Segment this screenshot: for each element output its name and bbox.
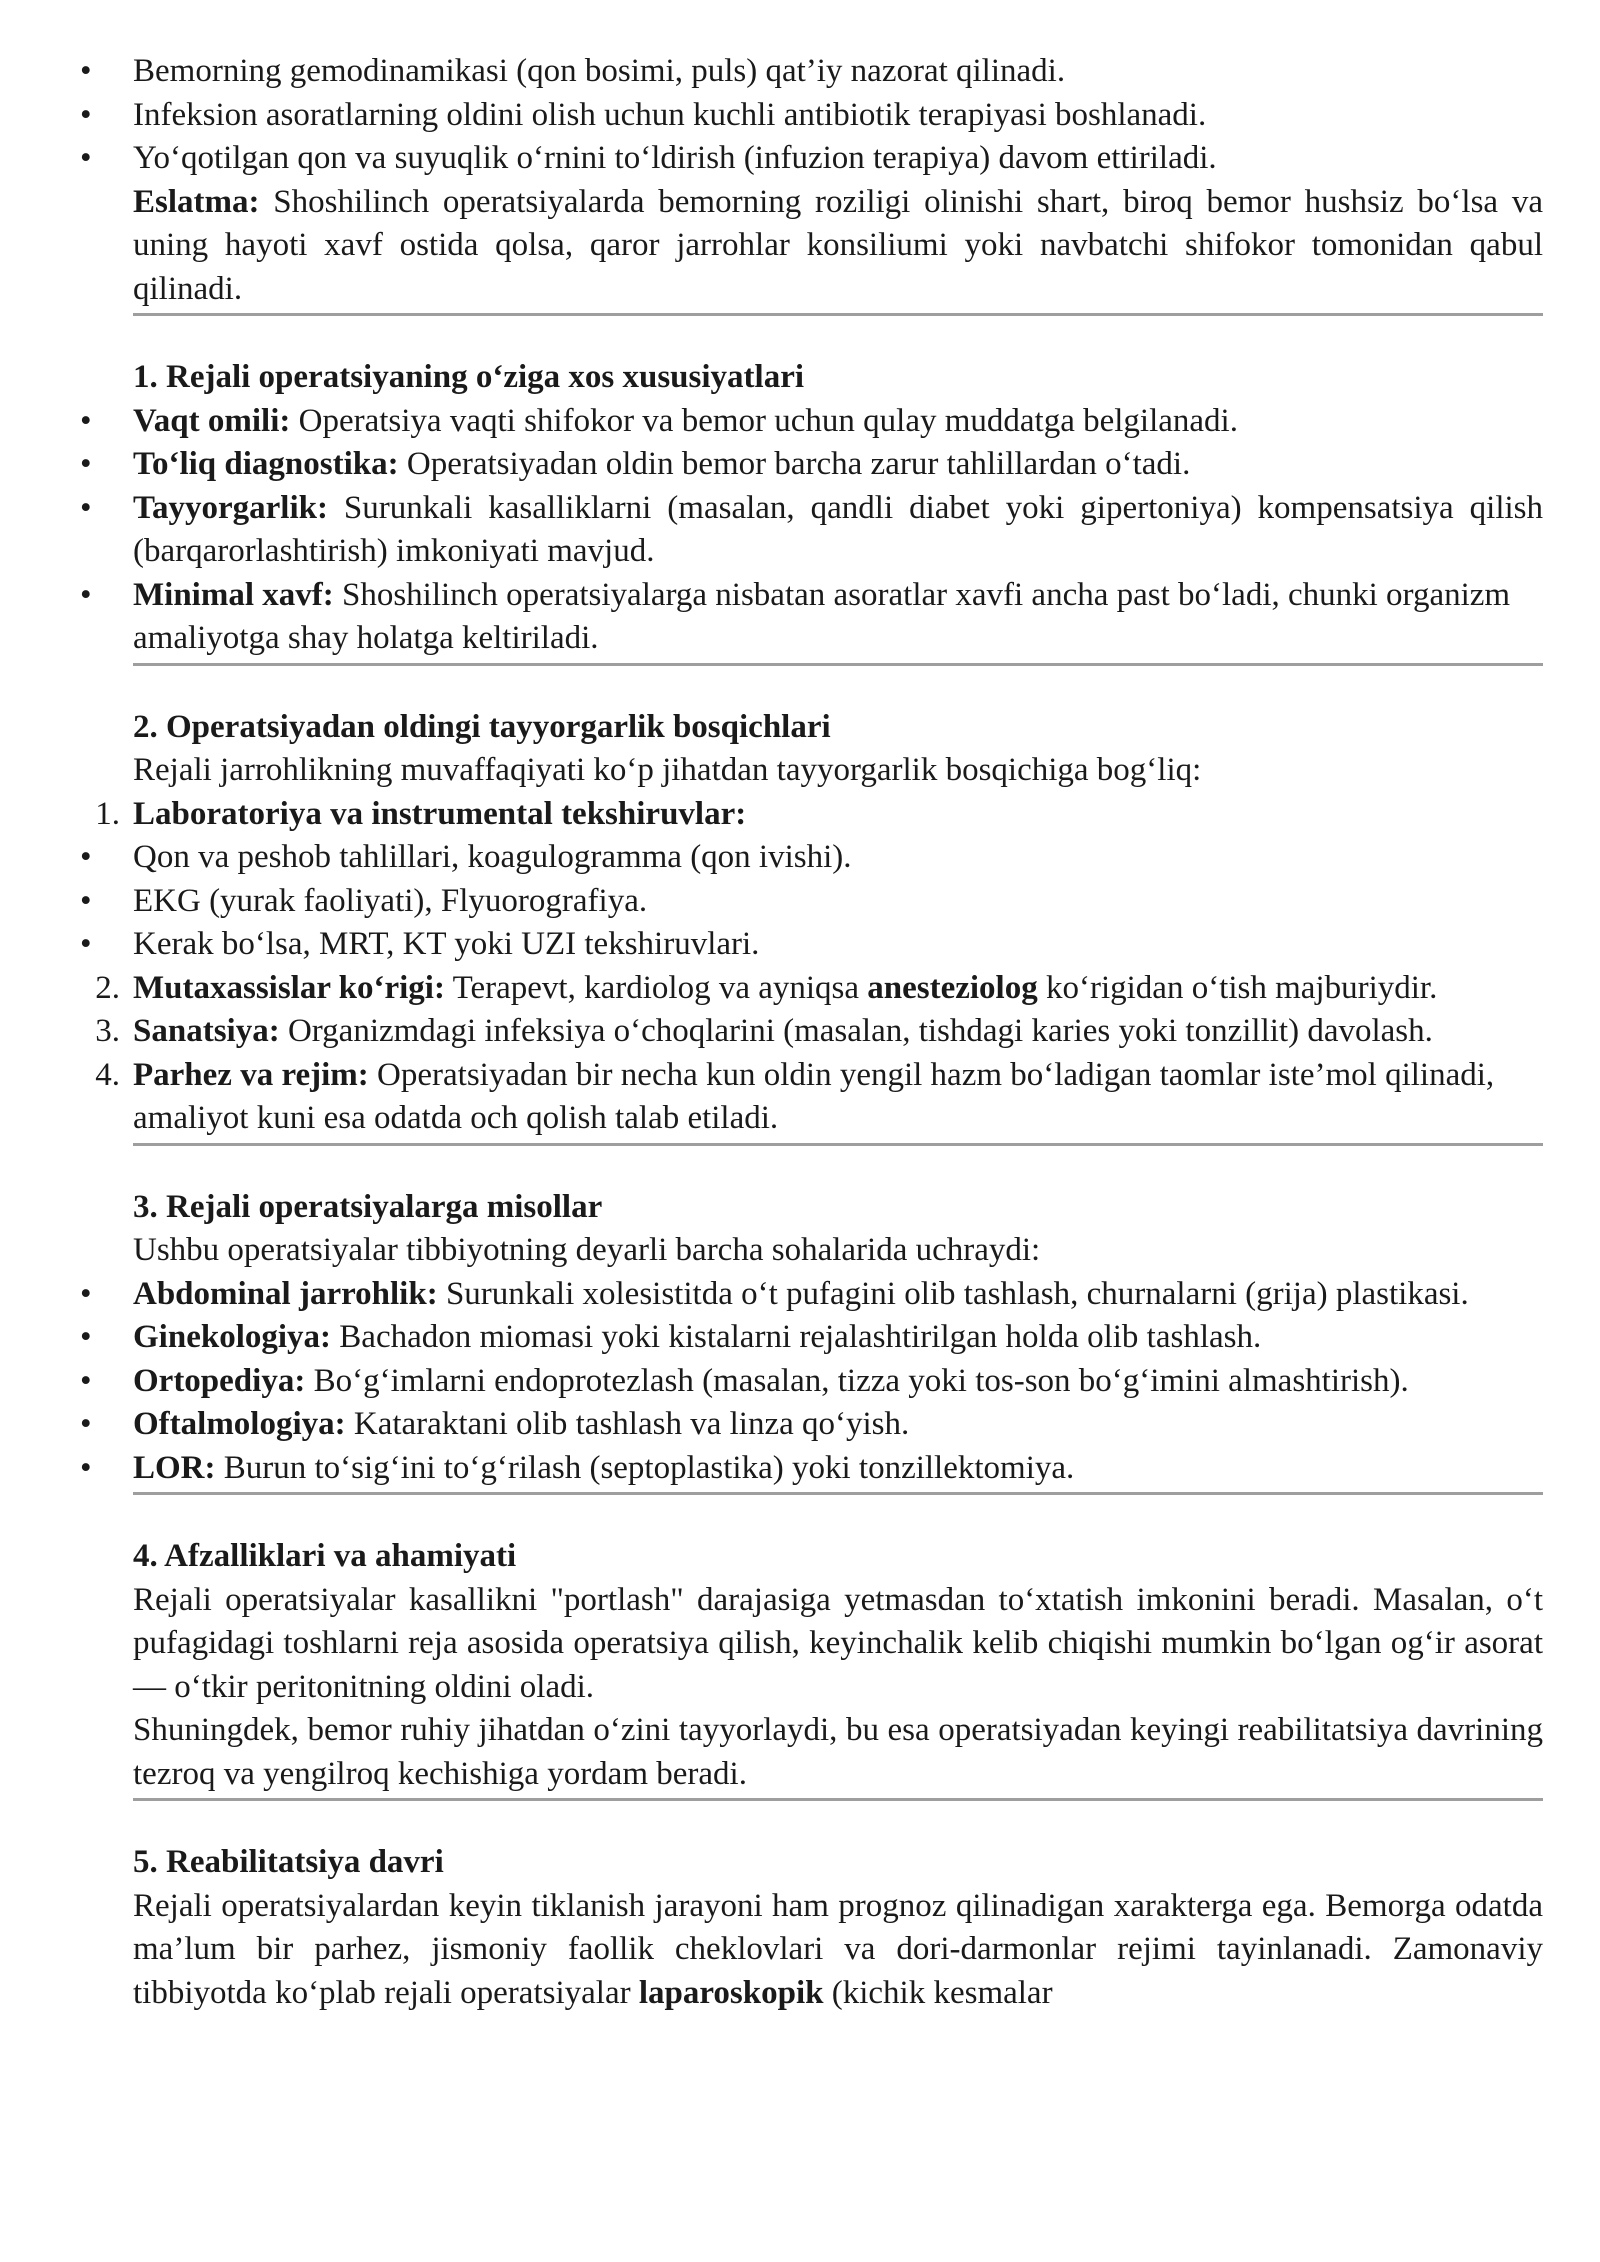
item-label: Vaqt omili: bbox=[133, 402, 291, 439]
list-item bbox=[133, 1360, 1543, 1404]
list-item bbox=[133, 836, 1543, 880]
note-text: Shoshilinch operatsiyalarda bemorning roziligi olinishi shart, biroq bemor hushsiz bo‘lsa va uning hayoti xavf ostida qolsa, qaror jarrohlar konsiliumi yoki navbatchi shifokor tomonidan qabul qilinadi. bbox=[133, 183, 1543, 307]
item-text: Kataraktani olib tashlash va linza qo‘yish. bbox=[345, 1406, 910, 1442]
item-text: Bachadon miomasi yoki kistalarni rejalashtirilgan holda olib tashlash. bbox=[331, 1319, 1262, 1355]
numbered-item bbox=[95, 1010, 1543, 1054]
list-item bbox=[133, 574, 1563, 661]
list-item bbox=[133, 50, 1543, 94]
paragraph-emphasis: laparoskopik bbox=[638, 1974, 824, 2011]
list-item bbox=[133, 94, 1543, 138]
list-item bbox=[133, 400, 1543, 444]
item-text: Surunkali kasalliklarni (masalan, qandli diabet yoki gipertoniya) kompensatsiya qilish (barqarorlashtirish) imkoniyati mavjud. bbox=[133, 489, 1543, 569]
item-label: Parhez va rejim: bbox=[133, 1056, 369, 1093]
list-item bbox=[133, 880, 1543, 924]
item-emphasis: anesteziolog bbox=[867, 969, 1038, 1006]
section-5 bbox=[133, 1841, 1543, 1885]
section-2-title: 2. Operatsiyadan oldingi tayyorgarlik bosqichlari bbox=[133, 708, 831, 745]
section-2-intro: Rejali jarrohlikning muvaffaqiyati ko‘p jihatdan tayyorgarlik bosqichiga bog‘liq: bbox=[133, 752, 1202, 788]
item-label: Ortopediya: bbox=[133, 1362, 306, 1399]
item-label: Sanatsiya: bbox=[133, 1013, 280, 1049]
bullet-text: Yo‘qotilgan qon va suyuqlik o‘rnini to‘ldirish (infuzion terapiya) davom ettiriladi. bbox=[133, 140, 1217, 176]
numbered-item bbox=[95, 967, 1543, 1011]
list-item bbox=[133, 487, 1543, 574]
item-label: Ginekologiya: bbox=[133, 1319, 332, 1355]
list-item bbox=[133, 137, 1543, 181]
list-item bbox=[133, 443, 1543, 487]
item-text: Organizmdagi infeksiya o‘choqlarini (masalan, tishdagi karies yoki tonzillit) davolash. bbox=[279, 1013, 1433, 1049]
section-4 bbox=[133, 1535, 1543, 1579]
section-3-intro: Ushbu operatsiyalar tibbiyotning deyarli barcha sohalarida uchraydi: bbox=[133, 1232, 1041, 1268]
item-text: Bo‘g‘imlarni endoprotezlash (masalan, tizza yoki tos-son bo‘g‘imini almashtirish). bbox=[305, 1362, 1409, 1399]
bullet-text: Qon va peshob tahlillari, koagulogramma (qon ivishi). bbox=[133, 839, 852, 875]
item-label: Oftalmologiya: bbox=[133, 1406, 346, 1442]
item-text: Operatsiya vaqti shifokor va bemor uchun qulay muddatga belgilanadi. bbox=[290, 402, 1238, 439]
section-2 bbox=[133, 706, 1543, 750]
item-text: Operatsiyadan oldin bemor barcha zarur tahlillardan o‘tadi. bbox=[398, 446, 1191, 482]
bullet-text: Kerak bo‘lsa, MRT, KT yoki UZI tekshiruvlari. bbox=[133, 926, 760, 962]
item-text: Shoshilinch operatsiyalarga nisbatan asoratlar xavfi ancha past bo‘ladi, chunki organizm amaliyotga shay holatga keltiriladi. bbox=[133, 576, 1511, 656]
item-text: Operatsiyadan bir necha kun oldin yengil hazm bo‘ladigan taomlar iste’mol qilinadi, amaliyot kuni esa odatda och qolish talab etiladi. bbox=[133, 1056, 1495, 1136]
item-label: Abdominal jarrohlik: bbox=[133, 1275, 438, 1312]
list-item bbox=[133, 1403, 1543, 1447]
list-item bbox=[133, 1273, 1543, 1317]
bullet-text: Bemorning gemodinamikasi (qon bosimi, puls) qat’iy nazorat qilinadi. bbox=[133, 53, 1066, 89]
item-text: Terapevt, kardiolog va ayniqsa bbox=[444, 969, 868, 1006]
list-item bbox=[133, 1316, 1543, 1360]
numbered-item bbox=[95, 793, 1543, 837]
item-label: Mutaxassislar ko‘rigi: bbox=[133, 969, 445, 1006]
item-number: 3. bbox=[95, 1013, 120, 1049]
note-paragraph bbox=[133, 181, 1543, 312]
section-5-title: 5. Reabilitatsiya davri bbox=[133, 1844, 444, 1880]
bullet-text: Infeksion asoratlarning oldini olish uchun kuchli antibiotik terapiyasi boshlanadi. bbox=[133, 96, 1207, 133]
paragraph: Shuningdek, bemor ruhiy jihatdan o‘zini tayyorlaydi, bu esa operatsiyadan keyingi reabilitatsiya davrining tezroq va yengilroq kechishiga yordam beradi. bbox=[133, 1712, 1543, 1792]
numbered-item bbox=[95, 1054, 1563, 1141]
item-text: ko‘rigidan o‘tish majburiydir. bbox=[1037, 969, 1438, 1006]
list-item bbox=[133, 1447, 1543, 1491]
item-number: 4. bbox=[95, 1056, 120, 1093]
paragraph-text: (kichik kesmalar bbox=[823, 1974, 1053, 2011]
section-3-title: 3. Rejali operatsiyalarga misollar bbox=[133, 1188, 603, 1225]
note-label: Eslatma: bbox=[133, 183, 260, 220]
item-text: Burun to‘sig‘ini to‘g‘rilash (septoplastika) yoki tonzillektomiya. bbox=[215, 1449, 1075, 1486]
item-label: Minimal xavf: bbox=[133, 576, 334, 613]
paragraph: Rejali operatsiyalar kasallikni "portlash" darajasiga yetmasdan to‘xtatish imkonini beradi. Masalan, o‘t pufagidagi toshlarni reja asosida operatsiya qilish, keyinchalik kelib chiqishi mumkin bo‘lgan og‘ir asorat — o‘tkir peritonitning oldini oladi. bbox=[133, 1581, 1543, 1705]
item-label: Laboratoriya va instrumental tekshiruvlar: bbox=[133, 795, 747, 832]
item-label: LOR: bbox=[133, 1449, 216, 1486]
list-item bbox=[133, 923, 1543, 967]
item-text: Surunkali xolesistitda o‘t pufagini olib tashlash, churnalarni (grija) plastikasi. bbox=[437, 1275, 1469, 1312]
section-3 bbox=[133, 1186, 1543, 1230]
section-1 bbox=[133, 356, 1543, 400]
bullet-text: EKG (yurak faoliyati), Flyuorografiya. bbox=[133, 882, 648, 919]
section-4-title: 4. Afzalliklari va ahamiyati bbox=[133, 1538, 517, 1574]
item-label: To‘liq diagnostika: bbox=[133, 446, 399, 482]
item-number: 1. bbox=[95, 795, 120, 832]
paragraph bbox=[133, 1885, 1543, 2016]
item-label: Tayyorgarlik: bbox=[133, 489, 328, 526]
section-1-title: 1. Rejali operatsiyaning o‘ziga xos xususiyatlari bbox=[133, 359, 805, 395]
paragraph-text: Rejali operatsiyalardan keyin tiklanish jarayoni ham prognoz qilinadigan xarakterga ega. Bemorga odatda ma’lum bir parhez, jismoniy faollik cheklovlari va dori-darmonlar rejimi tayinlanadi. Zamonaviy tibbiyotda ko‘plab rejali operatsiyalar bbox=[133, 1887, 1543, 2011]
item-number: 2. bbox=[95, 969, 120, 1006]
